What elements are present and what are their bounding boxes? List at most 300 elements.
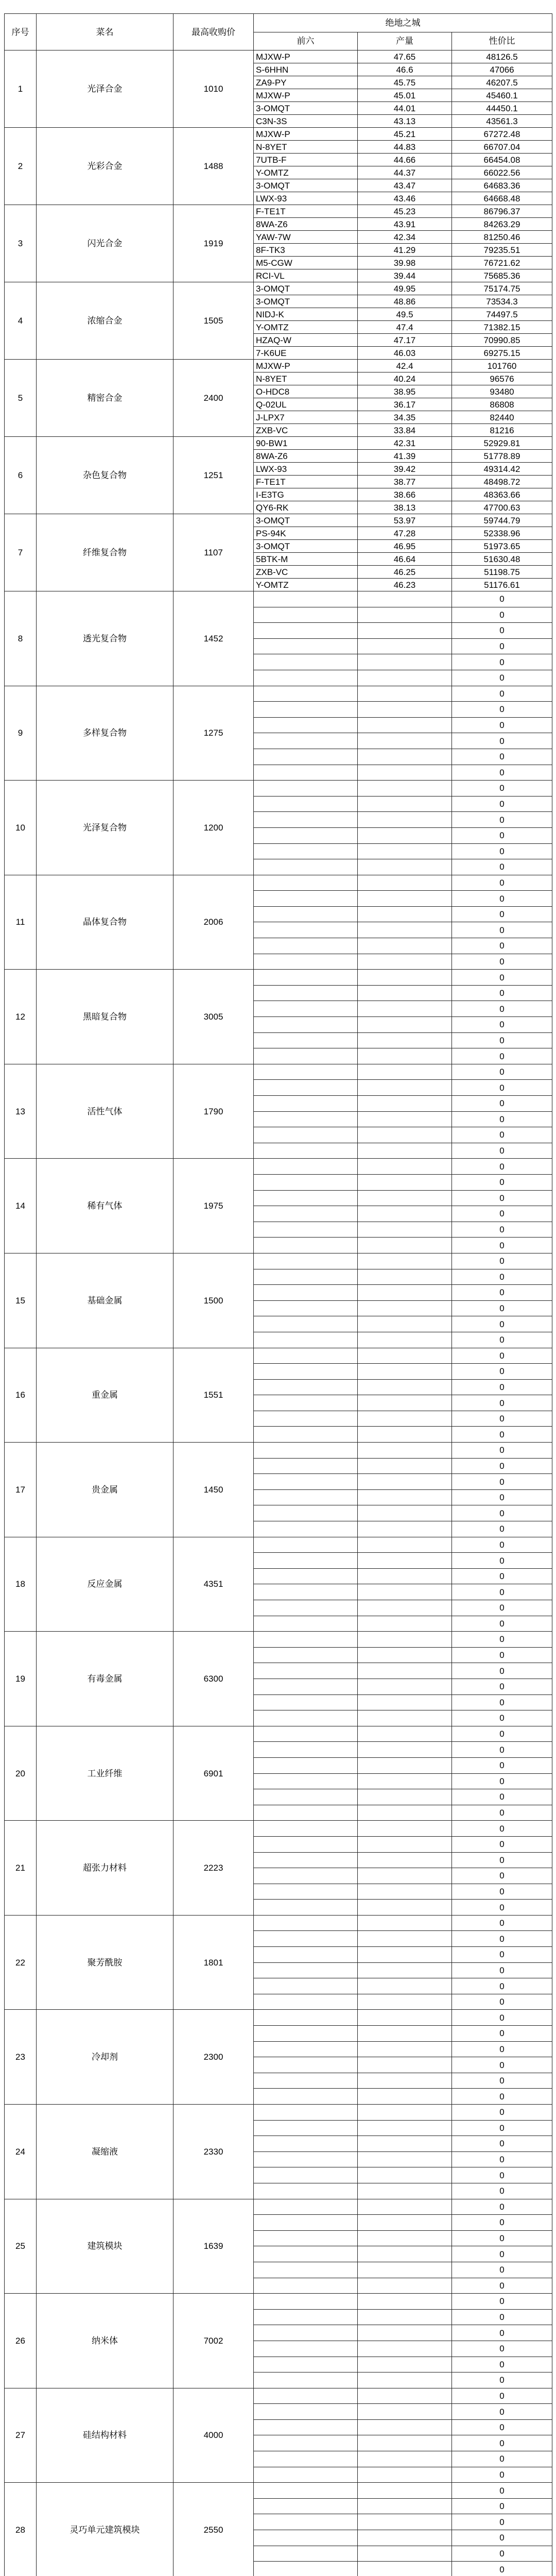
- cell-output[interactable]: [358, 1143, 452, 1159]
- cell-location[interactable]: S-6HHN: [254, 63, 358, 76]
- cell-output[interactable]: [358, 2309, 452, 2325]
- cell-no[interactable]: 20: [5, 1726, 37, 1821]
- cell-ratio[interactable]: 0: [452, 2530, 552, 2546]
- cell-ratio[interactable]: 48126.5: [452, 50, 552, 63]
- cell-output[interactable]: [358, 1994, 452, 2010]
- cell-price[interactable]: 2330: [173, 2105, 254, 2199]
- cell-output[interactable]: [358, 1332, 452, 1348]
- cell-ratio[interactable]: 0: [452, 2215, 552, 2231]
- cell-output[interactable]: [358, 654, 452, 670]
- cell-location[interactable]: [254, 1316, 358, 1332]
- cell-ratio[interactable]: 76721.62: [452, 257, 552, 269]
- cell-name[interactable]: 硅结构材料: [37, 2388, 173, 2483]
- cell-ratio[interactable]: 0: [452, 638, 552, 654]
- cell-ratio[interactable]: 0: [452, 1710, 552, 1726]
- cell-ratio[interactable]: 0: [452, 654, 552, 670]
- cell-location[interactable]: M5-CGW: [254, 257, 358, 269]
- cell-output[interactable]: [358, 1474, 452, 1490]
- cell-location[interactable]: [254, 891, 358, 907]
- cell-no[interactable]: 19: [5, 1632, 37, 1726]
- cell-name[interactable]: 工业纤维: [37, 1726, 173, 1821]
- cell-output[interactable]: 46.25: [358, 566, 452, 579]
- cell-output[interactable]: [358, 1521, 452, 1537]
- cell-location[interactable]: 3-OMQT: [254, 282, 358, 295]
- cell-output[interactable]: [358, 1742, 452, 1758]
- cell-location[interactable]: [254, 796, 358, 812]
- cell-location[interactable]: [254, 2183, 358, 2199]
- cell-location[interactable]: [254, 2089, 358, 2105]
- cell-output[interactable]: [358, 2262, 452, 2278]
- cell-ratio[interactable]: 71382.15: [452, 321, 552, 334]
- cell-ratio[interactable]: 0: [452, 1821, 552, 1837]
- cell-output[interactable]: [358, 1064, 452, 1080]
- cell-ratio[interactable]: 86808: [452, 398, 552, 411]
- cell-name[interactable]: 贵金属: [37, 1443, 173, 1537]
- cell-location[interactable]: [254, 1364, 358, 1380]
- cell-output[interactable]: 47.17: [358, 334, 452, 347]
- cell-output[interactable]: 44.37: [358, 166, 452, 179]
- cell-location[interactable]: [254, 781, 358, 796]
- cell-output[interactable]: [358, 954, 452, 970]
- cell-ratio[interactable]: 0: [452, 2325, 552, 2341]
- cell-location[interactable]: PS-94K: [254, 527, 358, 540]
- cell-output[interactable]: [358, 1017, 452, 1033]
- cell-name[interactable]: 多样复合物: [37, 686, 173, 781]
- cell-location[interactable]: [254, 2451, 358, 2467]
- cell-output[interactable]: [358, 1947, 452, 1963]
- cell-no[interactable]: 18: [5, 1537, 37, 1632]
- cell-output[interactable]: [358, 875, 452, 891]
- cell-location[interactable]: MJXW-P: [254, 50, 358, 63]
- cell-location[interactable]: [254, 1379, 358, 1395]
- cell-location[interactable]: [254, 1852, 358, 1868]
- cell-output[interactable]: [358, 1379, 452, 1395]
- cell-ratio[interactable]: 0: [452, 1489, 552, 1505]
- cell-ratio[interactable]: 0: [452, 2057, 552, 2073]
- cell-location[interactable]: [254, 1884, 358, 1900]
- cell-location[interactable]: I-E3TG: [254, 488, 358, 501]
- cell-location[interactable]: [254, 591, 358, 607]
- cell-ratio[interactable]: 66022.56: [452, 166, 552, 179]
- cell-output[interactable]: [358, 1553, 452, 1569]
- cell-output[interactable]: 39.44: [358, 269, 452, 282]
- cell-ratio[interactable]: 0: [452, 686, 552, 702]
- cell-ratio[interactable]: 84263.29: [452, 218, 552, 231]
- cell-output[interactable]: [358, 1458, 452, 1474]
- cell-output[interactable]: [358, 2404, 452, 2420]
- cell-location[interactable]: [254, 2404, 358, 2420]
- cell-name[interactable]: 浓缩合金: [37, 282, 173, 360]
- cell-location[interactable]: [254, 1584, 358, 1600]
- cell-ratio[interactable]: 0: [452, 1868, 552, 1884]
- cell-ratio[interactable]: 0: [452, 938, 552, 954]
- cell-ratio[interactable]: 86796.37: [452, 205, 552, 218]
- cell-output[interactable]: 43.47: [358, 179, 452, 192]
- cell-output[interactable]: 42.4: [358, 360, 452, 372]
- cell-ratio[interactable]: 0: [452, 2167, 552, 2183]
- cell-output[interactable]: 38.95: [358, 385, 452, 398]
- cell-ratio[interactable]: 0: [452, 1694, 552, 1710]
- cell-ratio[interactable]: 51630.48: [452, 553, 552, 566]
- cell-output[interactable]: 41.29: [358, 244, 452, 257]
- cell-ratio[interactable]: 0: [452, 985, 552, 1001]
- cell-location[interactable]: NIDJ-K: [254, 308, 358, 321]
- cell-no[interactable]: 15: [5, 1253, 37, 1348]
- cell-name[interactable]: 基础金属: [37, 1253, 173, 1348]
- cell-output[interactable]: [358, 2120, 452, 2136]
- cell-location[interactable]: [254, 638, 358, 654]
- cell-location[interactable]: MJXW-P: [254, 128, 358, 141]
- cell-location[interactable]: [254, 2167, 358, 2183]
- cell-location[interactable]: [254, 1332, 358, 1348]
- cell-ratio[interactable]: 0: [452, 2183, 552, 2199]
- cell-location[interactable]: F-TE1T: [254, 476, 358, 488]
- cell-output[interactable]: [358, 607, 452, 623]
- cell-ratio[interactable]: 0: [452, 1742, 552, 1758]
- cell-name[interactable]: 黑暗复合物: [37, 970, 173, 1064]
- cell-price[interactable]: 1500: [173, 1253, 254, 1348]
- cell-location[interactable]: Q-02UL: [254, 398, 358, 411]
- cell-location[interactable]: [254, 2073, 358, 2089]
- cell-output[interactable]: [358, 1427, 452, 1443]
- cell-ratio[interactable]: 0: [452, 1553, 552, 1569]
- cell-output[interactable]: [358, 733, 452, 749]
- cell-output[interactable]: [358, 749, 452, 765]
- cell-output[interactable]: [358, 2167, 452, 2183]
- cell-output[interactable]: [358, 1962, 452, 1978]
- cell-ratio[interactable]: 0: [452, 827, 552, 843]
- cell-ratio[interactable]: 0: [452, 1143, 552, 1159]
- cell-output[interactable]: [358, 1190, 452, 1206]
- cell-ratio[interactable]: 0: [452, 1600, 552, 1616]
- cell-location[interactable]: [254, 843, 358, 859]
- cell-ratio[interactable]: 0: [452, 2419, 552, 2435]
- cell-no[interactable]: 9: [5, 686, 37, 781]
- cell-output[interactable]: [358, 2341, 452, 2357]
- cell-price[interactable]: 2300: [173, 2010, 254, 2105]
- cell-ratio[interactable]: 0: [452, 1096, 552, 1112]
- cell-ratio[interactable]: 0: [452, 2089, 552, 2105]
- cell-ratio[interactable]: 66707.04: [452, 141, 552, 154]
- cell-ratio[interactable]: 0: [452, 1001, 552, 1017]
- cell-ratio[interactable]: 0: [452, 1915, 552, 1931]
- cell-output[interactable]: [358, 623, 452, 639]
- cell-name[interactable]: 纤维复合物: [37, 514, 173, 591]
- cell-output[interactable]: [358, 2372, 452, 2388]
- cell-location[interactable]: [254, 1679, 358, 1694]
- cell-output[interactable]: [358, 1174, 452, 1190]
- cell-location[interactable]: [254, 2325, 358, 2341]
- cell-ratio[interactable]: 0: [452, 2514, 552, 2530]
- cell-location[interactable]: [254, 1190, 358, 1206]
- cell-ratio[interactable]: 0: [452, 1174, 552, 1190]
- cell-no[interactable]: 23: [5, 2010, 37, 2105]
- cell-output[interactable]: 33.84: [358, 424, 452, 437]
- cell-ratio[interactable]: 0: [452, 1206, 552, 1222]
- cell-output[interactable]: 45.75: [358, 76, 452, 89]
- cell-ratio[interactable]: 0: [452, 2294, 552, 2310]
- cell-ratio[interactable]: 0: [452, 1632, 552, 1648]
- cell-no[interactable]: 2: [5, 128, 37, 205]
- cell-no[interactable]: 6: [5, 437, 37, 514]
- cell-location[interactable]: [254, 1805, 358, 1821]
- cell-output[interactable]: 47.65: [358, 50, 452, 63]
- cell-output[interactable]: [358, 1616, 452, 1632]
- cell-output[interactable]: [358, 859, 452, 875]
- cell-ratio[interactable]: 70990.85: [452, 334, 552, 347]
- cell-ratio[interactable]: 47066: [452, 63, 552, 76]
- cell-ratio[interactable]: 0: [452, 1726, 552, 1742]
- cell-location[interactable]: LWX-93: [254, 192, 358, 205]
- cell-ratio[interactable]: 64668.48: [452, 192, 552, 205]
- cell-name[interactable]: 晶体复合物: [37, 875, 173, 970]
- cell-price[interactable]: 1790: [173, 1064, 254, 1159]
- cell-ratio[interactable]: 0: [452, 2010, 552, 2026]
- cell-ratio[interactable]: 0: [452, 1474, 552, 1490]
- cell-location[interactable]: 90-BW1: [254, 437, 358, 450]
- cell-output[interactable]: [358, 2183, 452, 2199]
- cell-location[interactable]: [254, 702, 358, 718]
- cell-no[interactable]: 12: [5, 970, 37, 1064]
- cell-location[interactable]: [254, 1427, 358, 1443]
- cell-name[interactable]: 精密合金: [37, 360, 173, 437]
- cell-no[interactable]: 8: [5, 591, 37, 686]
- cell-no[interactable]: 25: [5, 2199, 37, 2294]
- cell-ratio[interactable]: 0: [452, 1852, 552, 1868]
- cell-ratio[interactable]: 0: [452, 1978, 552, 1994]
- cell-location[interactable]: [254, 2514, 358, 2530]
- cell-ratio[interactable]: 0: [452, 1805, 552, 1821]
- cell-ratio[interactable]: 101760: [452, 360, 552, 372]
- cell-name[interactable]: 超张力材料: [37, 1821, 173, 1916]
- cell-output[interactable]: [358, 2215, 452, 2231]
- cell-output[interactable]: [358, 1931, 452, 1947]
- cell-ratio[interactable]: 45460.1: [452, 89, 552, 102]
- cell-location[interactable]: [254, 2435, 358, 2451]
- cell-ratio[interactable]: 0: [452, 1269, 552, 1285]
- cell-location[interactable]: [254, 1285, 358, 1301]
- cell-price[interactable]: 1551: [173, 1348, 254, 1443]
- cell-location[interactable]: O-HDC8: [254, 385, 358, 398]
- cell-location[interactable]: 3-OMQT: [254, 102, 358, 115]
- cell-ratio[interactable]: 0: [452, 623, 552, 639]
- cell-output[interactable]: [358, 891, 452, 907]
- cell-output[interactable]: [358, 1001, 452, 1017]
- cell-ratio[interactable]: 0: [452, 2262, 552, 2278]
- cell-location[interactable]: [254, 1174, 358, 1190]
- cell-location[interactable]: [254, 1159, 358, 1175]
- cell-location[interactable]: [254, 2530, 358, 2546]
- cell-ratio[interactable]: 43561.3: [452, 115, 552, 128]
- cell-location[interactable]: [254, 859, 358, 875]
- cell-output[interactable]: [358, 2562, 452, 2576]
- cell-ratio[interactable]: 51198.75: [452, 566, 552, 579]
- cell-name[interactable]: 凝缩液: [37, 2105, 173, 2199]
- cell-output[interactable]: [358, 1694, 452, 1710]
- cell-ratio[interactable]: 0: [452, 954, 552, 970]
- cell-output[interactable]: [358, 1663, 452, 1679]
- cell-ratio[interactable]: 0: [452, 2372, 552, 2388]
- cell-output[interactable]: [358, 2498, 452, 2514]
- cell-output[interactable]: 42.31: [358, 437, 452, 450]
- cell-output[interactable]: [358, 2073, 452, 2089]
- cell-ratio[interactable]: 0: [452, 1773, 552, 1789]
- cell-ratio[interactable]: 0: [452, 2435, 552, 2451]
- cell-ratio[interactable]: 0: [452, 970, 552, 986]
- cell-output[interactable]: 43.91: [358, 218, 452, 231]
- cell-output[interactable]: [358, 2357, 452, 2372]
- cell-output[interactable]: [358, 1505, 452, 1521]
- cell-ratio[interactable]: 0: [452, 2546, 552, 2562]
- cell-location[interactable]: [254, 1773, 358, 1789]
- cell-output[interactable]: 49.95: [358, 282, 452, 295]
- cell-output[interactable]: 45.01: [358, 89, 452, 102]
- cell-ratio[interactable]: 0: [452, 2136, 552, 2152]
- cell-ratio[interactable]: 0: [452, 1127, 552, 1143]
- cell-output[interactable]: [358, 2105, 452, 2121]
- cell-output[interactable]: [358, 1316, 452, 1332]
- cell-price[interactable]: 6300: [173, 1632, 254, 1726]
- cell-location[interactable]: RCI-VL: [254, 269, 358, 282]
- cell-output[interactable]: [358, 2230, 452, 2246]
- cell-location[interactable]: [254, 827, 358, 843]
- cell-output[interactable]: 44.66: [358, 154, 452, 166]
- cell-location[interactable]: [254, 2136, 358, 2152]
- cell-location[interactable]: [254, 623, 358, 639]
- cell-location[interactable]: [254, 1821, 358, 1837]
- cell-no[interactable]: 13: [5, 1064, 37, 1159]
- cell-location[interactable]: 5BTK-M: [254, 553, 358, 566]
- cell-ratio[interactable]: 0: [452, 843, 552, 859]
- cell-ratio[interactable]: 0: [452, 1379, 552, 1395]
- cell-price[interactable]: 1251: [173, 437, 254, 514]
- cell-location[interactable]: MJXW-P: [254, 89, 358, 102]
- cell-location[interactable]: [254, 1757, 358, 1773]
- cell-location[interactable]: [254, 1632, 358, 1648]
- cell-location[interactable]: [254, 2230, 358, 2246]
- cell-output[interactable]: [358, 1285, 452, 1301]
- cell-output[interactable]: 46.23: [358, 579, 452, 591]
- cell-name[interactable]: 活性气体: [37, 1064, 173, 1159]
- cell-output[interactable]: 40.24: [358, 372, 452, 385]
- cell-location[interactable]: N-8YET: [254, 141, 358, 154]
- cell-ratio[interactable]: 0: [452, 796, 552, 812]
- cell-location[interactable]: [254, 686, 358, 702]
- cell-output[interactable]: [358, 985, 452, 1001]
- cell-price[interactable]: 1801: [173, 1915, 254, 2010]
- cell-output[interactable]: [358, 2278, 452, 2294]
- cell-location[interactable]: [254, 922, 358, 938]
- cell-location[interactable]: [254, 1947, 358, 1963]
- cell-price[interactable]: 1488: [173, 128, 254, 205]
- cell-ratio[interactable]: 0: [452, 2199, 552, 2215]
- cell-no[interactable]: 24: [5, 2105, 37, 2199]
- cell-location[interactable]: [254, 733, 358, 749]
- cell-location[interactable]: [254, 1127, 358, 1143]
- cell-output[interactable]: [358, 1600, 452, 1616]
- cell-location[interactable]: [254, 1726, 358, 1742]
- cell-ratio[interactable]: 0: [452, 1348, 552, 1364]
- cell-location[interactable]: [254, 1300, 358, 1316]
- cell-location[interactable]: [254, 1411, 358, 1427]
- cell-location[interactable]: [254, 1048, 358, 1064]
- cell-output[interactable]: [358, 2467, 452, 2483]
- cell-location[interactable]: 7-K6UE: [254, 347, 358, 360]
- cell-ratio[interactable]: 0: [452, 2041, 552, 2057]
- cell-output[interactable]: [358, 702, 452, 718]
- cell-location[interactable]: [254, 1742, 358, 1758]
- cell-location[interactable]: [254, 2546, 358, 2562]
- cell-location[interactable]: [254, 2309, 358, 2325]
- cell-ratio[interactable]: 0: [452, 1962, 552, 1978]
- cell-name[interactable]: 光泽复合物: [37, 781, 173, 875]
- cell-output[interactable]: [358, 1836, 452, 1852]
- cell-output[interactable]: 41.39: [358, 450, 452, 463]
- cell-ratio[interactable]: 47700.63: [452, 501, 552, 514]
- cell-ratio[interactable]: 0: [452, 1017, 552, 1033]
- cell-location[interactable]: [254, 2026, 358, 2042]
- cell-location[interactable]: Y-OMTZ: [254, 166, 358, 179]
- cell-ratio[interactable]: 75685.36: [452, 269, 552, 282]
- cell-location[interactable]: [254, 1222, 358, 1238]
- cell-ratio[interactable]: 0: [452, 2309, 552, 2325]
- cell-location[interactable]: 3-OMQT: [254, 295, 358, 308]
- cell-ratio[interactable]: 0: [452, 1458, 552, 1474]
- cell-ratio[interactable]: 93480: [452, 385, 552, 398]
- cell-output[interactable]: 36.17: [358, 398, 452, 411]
- cell-ratio[interactable]: 0: [452, 1316, 552, 1332]
- cell-no[interactable]: 1: [5, 50, 37, 128]
- cell-ratio[interactable]: 0: [452, 1064, 552, 1080]
- cell-location[interactable]: [254, 1253, 358, 1269]
- cell-ratio[interactable]: 0: [452, 1931, 552, 1947]
- cell-output[interactable]: [358, 1647, 452, 1663]
- cell-price[interactable]: 2006: [173, 875, 254, 970]
- cell-location[interactable]: [254, 1647, 358, 1663]
- cell-name[interactable]: 纳米体: [37, 2294, 173, 2388]
- cell-ratio[interactable]: 0: [452, 749, 552, 765]
- cell-output[interactable]: [358, 1411, 452, 1427]
- cell-ratio[interactable]: 0: [452, 1789, 552, 1805]
- cell-location[interactable]: MJXW-P: [254, 360, 358, 372]
- cell-no[interactable]: 21: [5, 1821, 37, 1916]
- cell-no[interactable]: 7: [5, 514, 37, 591]
- cell-location[interactable]: F-TE1T: [254, 205, 358, 218]
- cell-output[interactable]: [358, 1096, 452, 1112]
- cell-location[interactable]: [254, 1032, 358, 1048]
- cell-ratio[interactable]: 0: [452, 733, 552, 749]
- cell-output[interactable]: 42.34: [358, 231, 452, 244]
- cell-output[interactable]: [358, 2136, 452, 2152]
- cell-location[interactable]: [254, 1348, 358, 1364]
- cell-no[interactable]: 28: [5, 2483, 37, 2576]
- cell-ratio[interactable]: 0: [452, 2467, 552, 2483]
- cell-output[interactable]: [358, 1537, 452, 1553]
- cell-ratio[interactable]: 0: [452, 1679, 552, 1694]
- cell-output[interactable]: [358, 781, 452, 796]
- cell-output[interactable]: [358, 1222, 452, 1238]
- cell-location[interactable]: [254, 2246, 358, 2262]
- cell-location[interactable]: [254, 1143, 358, 1159]
- cell-ratio[interactable]: 73534.3: [452, 295, 552, 308]
- cell-output[interactable]: [358, 686, 452, 702]
- cell-output[interactable]: 38.77: [358, 476, 452, 488]
- cell-location[interactable]: [254, 1868, 358, 1884]
- cell-ratio[interactable]: 0: [452, 1884, 552, 1900]
- cell-ratio[interactable]: 0: [452, 1663, 552, 1679]
- cell-location[interactable]: 8WA-Z6: [254, 450, 358, 463]
- cell-location[interactable]: YAW-7W: [254, 231, 358, 244]
